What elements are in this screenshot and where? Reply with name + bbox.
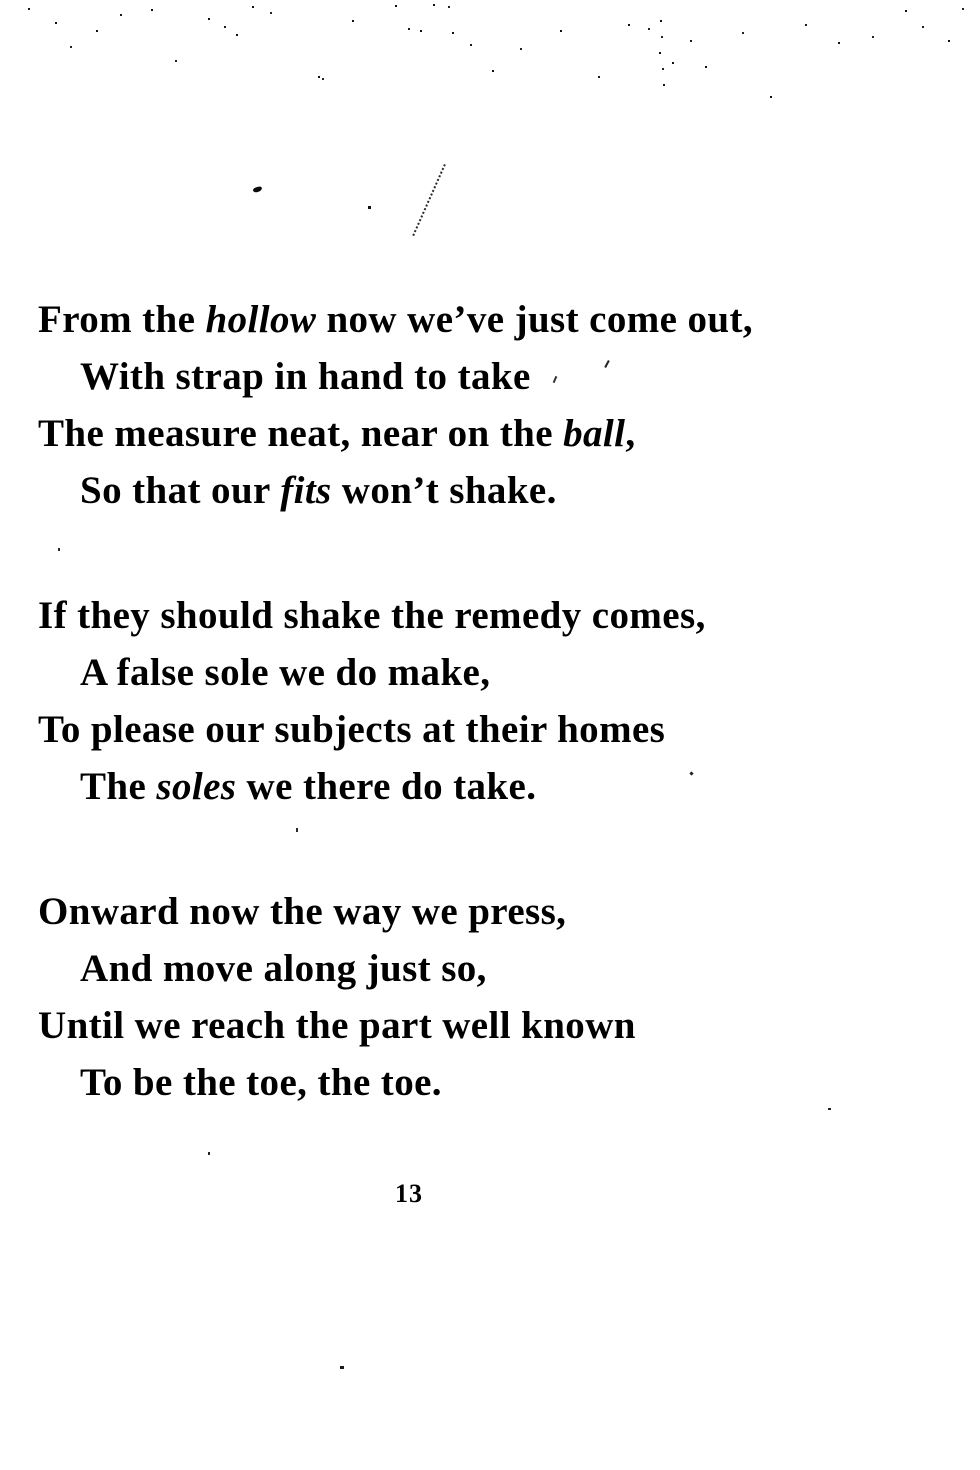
poem-segment: So that our	[80, 469, 281, 512]
poem-line	[38, 940, 780, 997]
poem-line	[38, 701, 780, 758]
poem-segment: The measure neat, near on the	[38, 412, 564, 455]
poem-segment: ,	[625, 412, 636, 455]
poem-segment: To please our subjects at their homes	[38, 708, 666, 751]
scan-noise-speckles	[0, 0, 2, 2]
stanza-3	[38, 883, 780, 1111]
stanza-2	[38, 587, 780, 815]
poem-segment: now we’ve just come out,	[316, 298, 754, 341]
poem-line	[38, 405, 780, 462]
poem-segment-italic: soles	[156, 765, 237, 808]
stanza-1	[38, 291, 780, 519]
poem-line	[38, 291, 780, 348]
poem	[38, 0, 780, 1209]
poem-segment-italic: fits	[280, 469, 332, 512]
poem-segment: With strap in hand to take	[80, 355, 531, 398]
poem-segment: And move along just so,	[80, 947, 487, 990]
poem-line	[38, 758, 780, 815]
poem-segment: won’t shake.	[331, 469, 557, 512]
poem-segment-italic: ball	[563, 412, 626, 455]
poem-line	[38, 587, 780, 644]
poem-segment: To be the toe, the toe.	[80, 1061, 442, 1104]
poem-segment: If they should shake the remedy comes,	[38, 594, 706, 637]
poem-segment: Until we reach the part well known	[38, 1004, 636, 1047]
poem-line	[38, 1054, 780, 1111]
scan-speck	[828, 1108, 831, 1110]
poem-segment: A false sole we do make,	[80, 651, 491, 694]
poem-segment: From the	[38, 298, 206, 341]
poem-line	[38, 462, 780, 519]
poem-segment-italic: hollow	[205, 298, 317, 341]
poem-line	[38, 348, 780, 405]
page-number: 13	[395, 1179, 423, 1208]
scan-speck	[340, 1366, 344, 1369]
poem-segment: Onward now the way we press,	[38, 890, 567, 933]
poem-segment: we there do take.	[236, 765, 537, 808]
poem-segment: The	[80, 765, 157, 808]
poem-line	[38, 644, 780, 701]
poem-line	[38, 883, 780, 940]
poem-line	[38, 997, 780, 1054]
